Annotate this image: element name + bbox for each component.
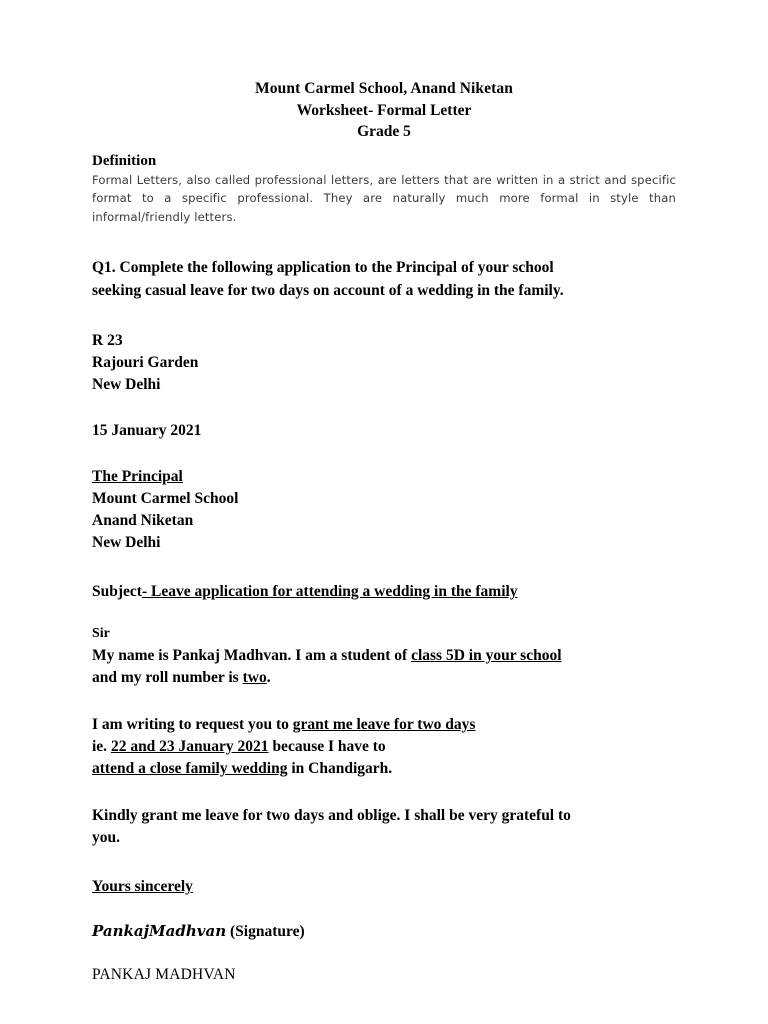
body-paragraph-1 — [92, 645, 672, 689]
sender-address-line-1: R 23 — [92, 332, 123, 349]
definition-paragraph: Formal Letters, also called professional letters, are letters that are written in a strict and specific format to a specific professional. They are naturally much more formal in style than informal/friendly letters. — [92, 172, 676, 224]
recipient-line-2: Mount Carmel School — [92, 490, 239, 507]
school-name: Mount Carmel School, Anand Niketan — [255, 80, 513, 97]
body-p3-line-2: you. — [92, 829, 120, 846]
signature-name: PankajMadhvan — [92, 922, 227, 940]
recipient-line-4: New Delhi — [92, 534, 161, 551]
body-p2-part-1: I am writing to request you to — [92, 716, 293, 733]
subject-label: Subject — [92, 583, 142, 600]
sender-address-line-2: Rajouri Garden — [92, 354, 199, 371]
worksheet-title: Worksheet- Formal Letter — [296, 101, 472, 119]
body-p3-line-1: Kindly grant me leave for two days and oblige. I shall be very grateful to — [92, 807, 571, 824]
question-line-1: Q1. Complete the following application to the Principal of your school — [92, 259, 554, 276]
body-p1-part-2: and my roll number is — [92, 669, 243, 686]
body-p2-part-2: ie. — [92, 738, 111, 755]
recipient-title: The Principal — [92, 468, 183, 485]
subject-line — [92, 583, 676, 601]
body-p1-part-1: My name is Pankaj Madhvan. I am a student of — [92, 647, 412, 664]
body-p1-underlined-2: two — [242, 669, 267, 686]
closing-line — [92, 878, 676, 896]
closing-text: Yours sincerely — [92, 878, 193, 895]
recipient-address-block — [92, 466, 676, 554]
body-paragraph-3 — [92, 805, 672, 849]
salutation: Sir — [92, 626, 110, 641]
subject-dash: - — [141, 583, 151, 600]
body-p2-part-4: in Chandigarh. — [287, 760, 393, 777]
body-p1-part-3: . — [266, 669, 271, 686]
sender-address-line-3: New Delhi — [92, 376, 161, 393]
body-paragraph-2 — [92, 714, 672, 780]
body-p2-underlined-3: attend a close family wedding — [92, 760, 288, 777]
definition-heading: Definition — [92, 152, 157, 169]
signature-note: (Signature) — [226, 923, 305, 940]
body-p1-underlined-1: class 5D in your school — [411, 647, 562, 664]
letter-date: 15 January 2021 — [92, 422, 202, 439]
sender-printed-name: PANKAJ MADHVAN — [92, 966, 236, 983]
subject-text: Leave application for attending a wedding in the family — [151, 583, 518, 600]
body-p2-underlined-1: grant me leave for two days — [292, 716, 476, 733]
body-p2-underlined-2: 22 and 23 January 2021 — [110, 738, 269, 755]
recipient-line-3: Anand Niketan — [92, 512, 194, 529]
signature-line — [92, 922, 676, 941]
question-line-2: seeking casual leave for two days on account of a wedding in the family. — [92, 282, 564, 299]
body-p2-part-3: because I have to — [268, 738, 386, 755]
question-block — [92, 256, 662, 302]
sender-address-block — [92, 330, 676, 396]
document-header — [92, 78, 676, 143]
grade-label: Grade 5 — [357, 123, 411, 140]
